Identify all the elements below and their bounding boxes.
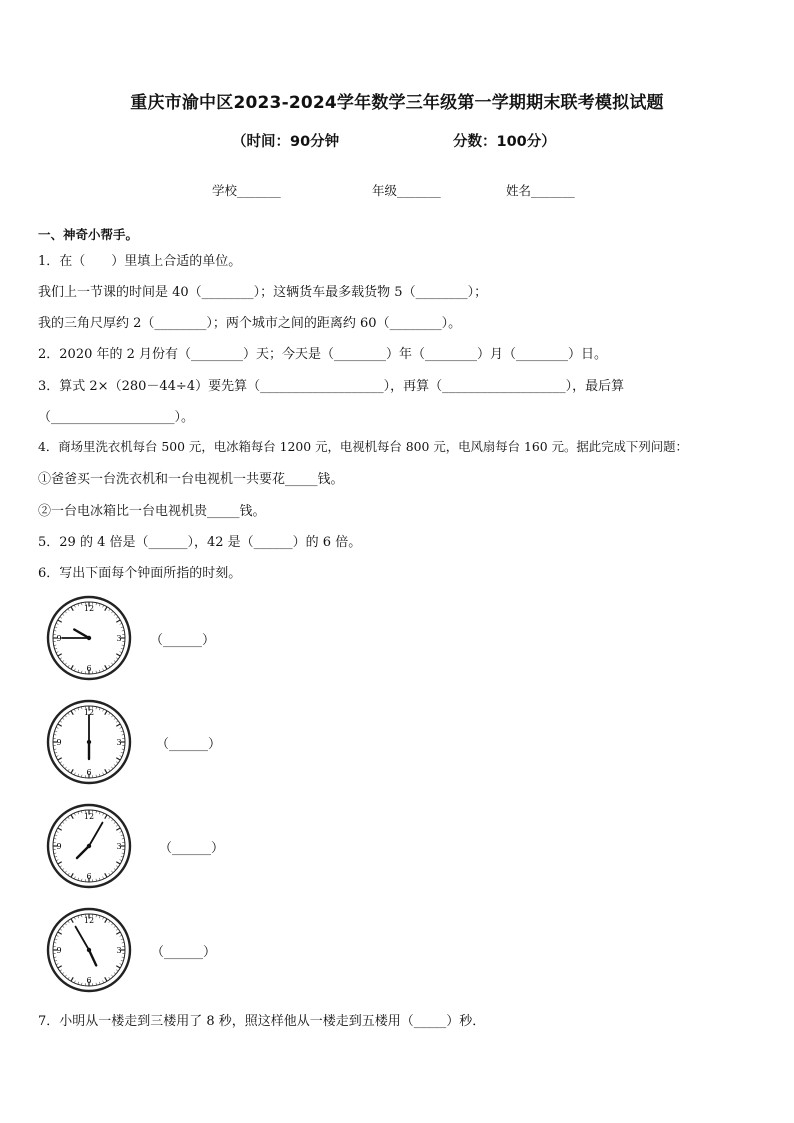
- numeral-6: 6: [86, 976, 92, 985]
- clock-tick: [56, 652, 58, 653]
- clock-tick: [71, 815, 73, 819]
- clock-tick: [68, 713, 69, 715]
- clock-tick: [103, 917, 104, 919]
- numeral-3: 3: [116, 842, 122, 851]
- numeral-3: 3: [116, 634, 122, 643]
- clock-tick: [65, 611, 67, 613]
- clock-tick: [62, 972, 64, 974]
- clock-face-3: [46, 803, 132, 889]
- numeral-12: 12: [83, 812, 95, 821]
- minute-hand: [89, 823, 103, 846]
- question-4-part-a: ①爸爸买一台洗衣机和一台电视机一共要花_____钱。: [38, 472, 344, 487]
- clock-tick: [116, 762, 118, 763]
- clock-tick: [116, 866, 118, 867]
- clock-tick: [58, 758, 62, 760]
- clock-tick: [62, 718, 64, 720]
- clock-tick: [116, 929, 118, 930]
- clock-tick: [68, 921, 69, 923]
- clock-tick: [58, 932, 62, 934]
- clock-tick: [60, 929, 62, 930]
- clock-tick: [60, 658, 62, 659]
- clock-tick: [120, 756, 122, 757]
- clock-tick: [56, 623, 58, 624]
- numeral-6: 6: [86, 664, 92, 673]
- clock-tick: [105, 769, 107, 773]
- question-7: 7．小明从一楼走到三楼用了 8 秒，照这样他从一楼走到五楼用（_____）秒．: [38, 1014, 486, 1029]
- clock-tick: [109, 665, 110, 667]
- clock-tick: [114, 926, 116, 928]
- clock-tick: [103, 709, 104, 711]
- clock-tick: [68, 769, 69, 771]
- clock-tick: [74, 605, 75, 607]
- clock-tick: [74, 981, 75, 983]
- clock-face-1: [46, 595, 132, 681]
- clock-face-4: [46, 907, 132, 993]
- clock-tick: [56, 831, 58, 832]
- clock-tick: [109, 713, 110, 715]
- clock-tick: [58, 862, 62, 864]
- clock-tick: [114, 764, 116, 766]
- clock-tick: [116, 617, 118, 618]
- clock-tick: [74, 773, 75, 775]
- question-4: 4．商场里洗衣机每台 500 元，电冰箱每台 1200 元，电视机每台 800 元，电风扇每台 160 元。据此完成下列问题：: [38, 439, 688, 454]
- clock-tick: [56, 756, 58, 757]
- clock-tick: [68, 817, 69, 819]
- clock-tick: [68, 977, 69, 979]
- clock-tick: [71, 919, 73, 923]
- clock-tick: [116, 966, 120, 968]
- clock-tick: [71, 873, 73, 877]
- clock-tick: [60, 721, 62, 722]
- clock-tick: [120, 860, 122, 861]
- clock-tick: [58, 620, 62, 622]
- numeral-9: 9: [56, 634, 62, 643]
- clock-tick: [56, 860, 58, 861]
- numeral-12: 12: [83, 708, 95, 717]
- clock-tick: [120, 935, 122, 936]
- clock-tick: [103, 877, 104, 879]
- clock-tick: [114, 660, 116, 662]
- clock-tick: [65, 715, 67, 717]
- clock-tick: [109, 609, 110, 611]
- clock-tick: [120, 623, 122, 624]
- clock-tick: [105, 919, 107, 923]
- clock-tick: [71, 977, 73, 981]
- clock-tick: [58, 828, 62, 830]
- clock-tick: [116, 828, 120, 830]
- clock-tick: [65, 663, 67, 665]
- numeral-6: 6: [86, 768, 92, 777]
- clock-tick: [114, 972, 116, 974]
- clock-tick: [105, 665, 107, 669]
- numeral-9: 9: [56, 842, 62, 851]
- clock-tick: [105, 977, 107, 981]
- clock-tick: [116, 758, 120, 760]
- clock-tick: [71, 769, 73, 773]
- clock-tick: [60, 825, 62, 826]
- clock-tick: [109, 977, 110, 979]
- clock-tick: [105, 815, 107, 819]
- clock-tick: [116, 932, 120, 934]
- clock-tick: [114, 614, 116, 616]
- numeral-6: 6: [86, 872, 92, 881]
- clock-tick: [105, 607, 107, 611]
- clock-tick: [103, 669, 104, 671]
- clock-tick: [103, 813, 104, 815]
- clock-tick: [116, 970, 118, 971]
- clock-tick: [111, 871, 113, 873]
- clock-tick: [56, 964, 58, 965]
- clock-tick: [116, 721, 118, 722]
- clock-tick: [71, 711, 73, 715]
- question-3-line-1: 3．算式 2×（280－44÷4）要先算（___________________），再算（___________________），最后算: [38, 379, 625, 394]
- clock-tick: [120, 727, 122, 728]
- hour-hand: [89, 950, 96, 965]
- clock-tick: [60, 970, 62, 971]
- clock-tick: [74, 917, 75, 919]
- name-field[interactable]: 姓名_______: [506, 183, 575, 198]
- clock-tick: [65, 923, 67, 925]
- clock-tick: [68, 665, 69, 667]
- exam-score: 分数：100分）: [453, 134, 556, 150]
- clock-tick: [111, 611, 113, 613]
- clock-tick: [116, 862, 120, 864]
- clock-tick: [120, 652, 122, 653]
- clock-tick: [71, 607, 73, 611]
- numeral-3: 3: [116, 946, 122, 955]
- clock-tick: [56, 935, 58, 936]
- numeral-12: 12: [83, 604, 95, 613]
- clock-tick: [62, 822, 64, 824]
- clock-tick: [60, 866, 62, 867]
- clock-tick: [111, 663, 113, 665]
- question-6: 6．写出下面每个钟面所指的时刻。: [38, 566, 242, 581]
- numeral-3: 3: [116, 738, 122, 747]
- numeral-12: 12: [83, 916, 95, 925]
- clock-tick: [109, 873, 110, 875]
- clock-tick: [103, 773, 104, 775]
- clock-tick: [116, 654, 120, 656]
- clock-tick: [58, 654, 62, 656]
- clock-tick: [60, 762, 62, 763]
- clock-tick: [62, 926, 64, 928]
- clock-tick: [111, 975, 113, 977]
- clock-2-answer[interactable]: （______）: [156, 737, 222, 752]
- question-5: 5．29 的 4 倍是（______），42 是（______）的 6 倍。: [38, 535, 362, 550]
- numeral-9: 9: [56, 946, 62, 955]
- clock-tick: [114, 718, 116, 720]
- clock-tick: [56, 727, 58, 728]
- clock-tick: [62, 764, 64, 766]
- clock-tick: [74, 877, 75, 879]
- clock-4-answer[interactable]: （______）: [151, 945, 217, 960]
- clock-tick: [60, 617, 62, 618]
- clock-tick: [58, 966, 62, 968]
- clock-tick: [114, 868, 116, 870]
- clock-tick: [68, 609, 69, 611]
- question-2: 2．2020 年的 2 月份有（________）天；今天是（________）年（________）月（________）日。: [38, 347, 608, 362]
- clock-face-2: [46, 699, 132, 785]
- clock-tick: [62, 868, 64, 870]
- clock-tick: [120, 964, 122, 965]
- clock-tick: [71, 665, 73, 669]
- section-heading: 一、神奇小帮手。: [38, 227, 139, 242]
- minute-hand: [76, 927, 90, 950]
- clock-tick: [58, 724, 62, 726]
- clock-tick: [116, 620, 120, 622]
- clock-tick: [114, 822, 116, 824]
- clock-tick: [103, 981, 104, 983]
- grade-field[interactable]: 年级_______: [372, 183, 441, 198]
- clock-tick: [105, 711, 107, 715]
- clock-tick: [116, 825, 118, 826]
- clock-tick: [116, 658, 118, 659]
- clock-tick: [74, 813, 75, 815]
- clock-tick: [116, 724, 120, 726]
- clock-tick: [74, 709, 75, 711]
- clock-tick: [111, 767, 113, 769]
- clock-tick: [120, 831, 122, 832]
- question-4-part-b: ②一台电冰箱比一台电视机贵_____钱。: [38, 504, 266, 519]
- clock-tick: [62, 614, 64, 616]
- question-1: 1．在（ ）里填上合适的单位。: [38, 254, 242, 269]
- exam-time: （时间：90分钟: [232, 134, 340, 150]
- clock-tick: [74, 669, 75, 671]
- clock-tick: [109, 817, 110, 819]
- clock-1-answer[interactable]: （______）: [150, 633, 216, 648]
- clock-tick: [111, 715, 113, 717]
- hour-hand: [74, 630, 89, 639]
- clock-tick: [65, 871, 67, 873]
- school-field[interactable]: 学校_______: [212, 183, 281, 198]
- clock-tick: [109, 921, 110, 923]
- clock-tick: [65, 975, 67, 977]
- clock-tick: [103, 605, 104, 607]
- question-3-line-2: （___________________）。: [38, 410, 195, 425]
- clock-tick: [105, 873, 107, 877]
- hour-hand: [77, 846, 89, 858]
- clock-tick: [68, 873, 69, 875]
- question-1-line-1: 我们上一节课的时间是 40（________）；这辆货车最多载货物 5（________）；: [38, 285, 488, 300]
- clock-tick: [65, 819, 67, 821]
- clock-tick: [111, 819, 113, 821]
- page-title: 重庆市渝中区2023-2024学年数学三年级第一学期期末联考模拟试题: [130, 93, 664, 113]
- clock-tick: [111, 923, 113, 925]
- question-1-line-2: 我的三角尺厚约 2（________）；两个城市之间的距离约 60（________）。: [38, 316, 462, 331]
- clock-tick: [109, 769, 110, 771]
- clock-tick: [62, 660, 64, 662]
- clock-tick: [65, 767, 67, 769]
- clock-3-answer[interactable]: （______）: [159, 841, 225, 856]
- numeral-9: 9: [56, 738, 62, 747]
